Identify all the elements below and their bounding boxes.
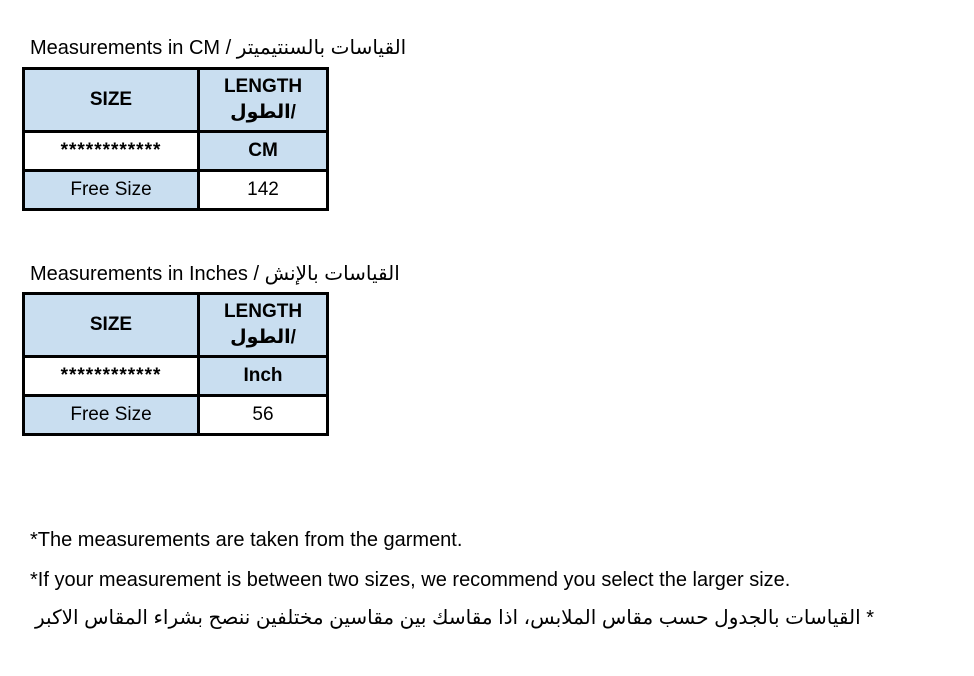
note-garment: *The measurements are taken from the garment. [30, 529, 463, 551]
unit-row-label: ************ [24, 357, 199, 396]
length-cell: 142 [199, 171, 328, 210]
unit-cell: CM [199, 132, 328, 171]
length-header-en: LENGTH [223, 301, 303, 322]
size-header: SIZE [24, 69, 199, 132]
size-cell: Free Size [24, 396, 199, 435]
length-cell: 56 [199, 396, 328, 435]
table-header-row [24, 69, 328, 132]
length-header-ar: الطول/ [230, 102, 296, 123]
size-cell: Free Size [24, 171, 199, 210]
length-header [199, 294, 328, 357]
inch-size-table [22, 292, 329, 436]
cm-section-title: Measurements in CM / القياسات بالسنتيميتر [30, 37, 407, 59]
note-arabic: * القياسات بالجدول حسب مقاس الملابس، اذا مقاسك بين مقاسين مختلفين ننصح بشراء المقاس الاكبر [35, 607, 874, 629]
note-between-sizes: *If your measurement is between two sizes, we recommend you select the larger size. [30, 569, 791, 591]
unit-row-label: ************ [24, 132, 199, 171]
length-header-ar: الطول/ [230, 327, 296, 348]
table-row [24, 171, 328, 210]
inch-section-title: Measurements in Inches / القياسات بالإنش [30, 263, 400, 285]
cm-size-table [22, 67, 329, 211]
size-header: SIZE [24, 294, 199, 357]
unit-cell: Inch [199, 357, 328, 396]
table-row [24, 396, 328, 435]
unit-row [24, 357, 328, 396]
length-header-en: LENGTH [223, 76, 303, 97]
table-header-row [24, 294, 328, 357]
length-header [199, 69, 328, 132]
unit-row [24, 132, 328, 171]
